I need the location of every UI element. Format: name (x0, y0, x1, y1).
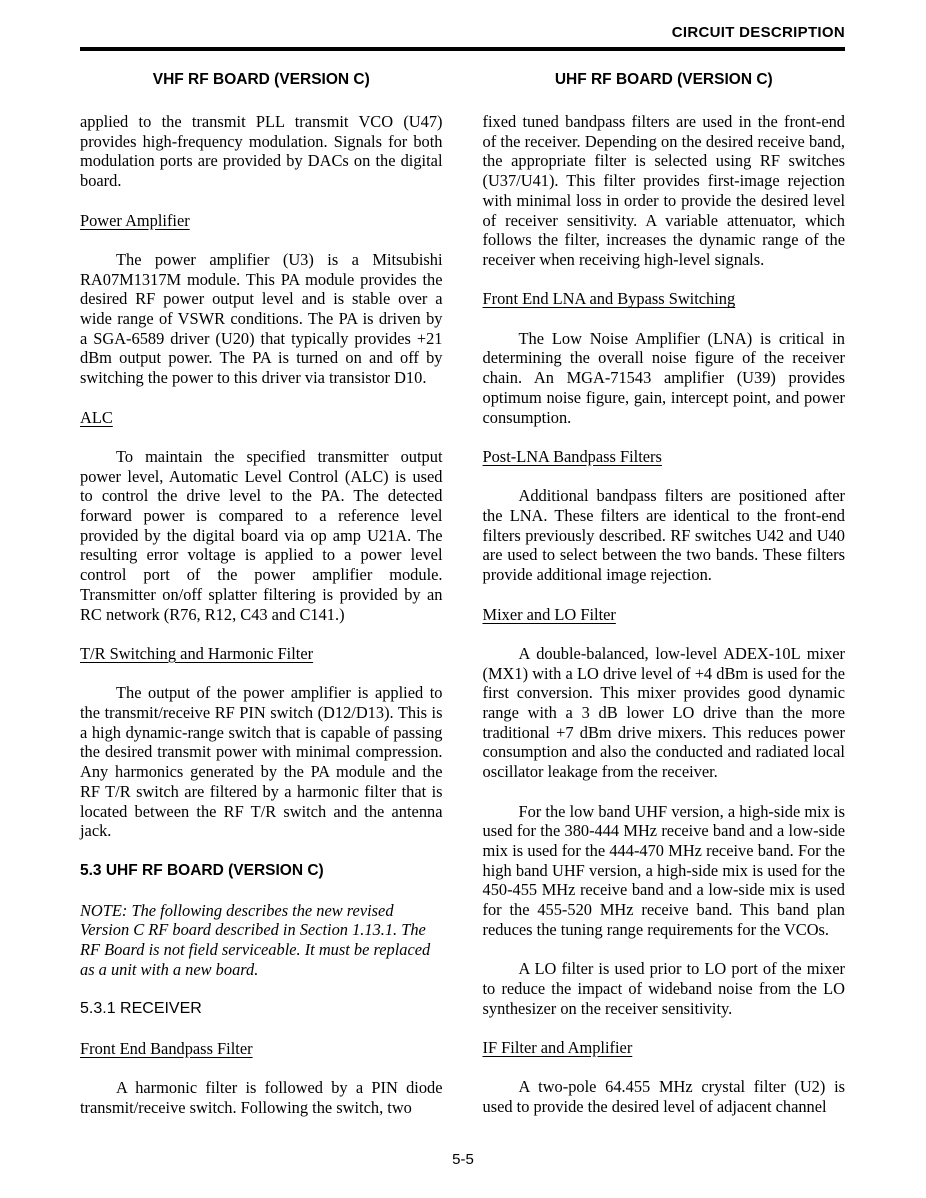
paragraph-intro-continued: applied to the transmit PLL transmit VCO (U47) provides high-frequency modulation. Signals for both modulation ports are provided by DACs on the digital board. (80, 112, 443, 191)
paragraph-front-end-lna: The Low Noise Amplifier (LNA) is critical in determining the overall noise figure of the receiver chain. An MGA-71543 amplifier (U39) provides optimum noise figure, gain, intercept point, and power consumption. (482, 328, 845, 427)
page-header (80, 24, 845, 51)
header-rule (80, 47, 845, 51)
page-number: 5-5 (452, 1151, 474, 1168)
paragraph-intro-continued: fixed tuned bandpass filters are used in the front-end of the receiver. Depending on the desired receive band, the appropriate filter is selected using RF switches (U37/U41). This filter provides first-image rejection with minimal loss in order to provide the desired level of receiver sensitivity. A variable attenuator, which follows the filter, increases the dynamic range of the receiver when receiving high-level signals. (482, 112, 845, 269)
subsection-heading-5-3-1: 5.3.1 RECEIVER (80, 1000, 202, 1018)
paragraph-power-amplifier: The power amplifier (U3) is a Mitsubishi RA07M1317M module. This PA module provides the desired RF power output level and is stable over a wide range of VSWR conditions. The PA is driven by a SGA-6589 driver (U20) that typically provides +21 dBm output power. The PA is turned on and off by switching the power to this driver via transistor D10. (80, 249, 443, 388)
paragraph-mixer-lo-1: A double-balanced, low-level ADEX-10L mixer (MX1) with a LO drive level of +4 dBm is used for the first conversion. This mixer provides good dynamic range with a 3 dB lower LO drive than the more traditional +7 dBm drive mixers. This reduces power consumption and also the conducted and radiated local oscillator leakage from the receiver. (482, 643, 845, 782)
heading-alc: ALC (80, 407, 113, 427)
section-heading-5-3: 5.3 UHF RF BOARD (VERSION C) (80, 861, 324, 879)
paragraph-if-filter-amplifier: A two-pole 64.455 MHz crystal filter (U2) is used to provide the desired level of adjacent channel (482, 1077, 845, 1116)
two-column-body (80, 71, 845, 1137)
heading-tr-switching: T/R Switching and Harmonic Filter (80, 643, 314, 663)
left-column (80, 71, 443, 1137)
paragraph-alc: To maintain the specified transmitter output power level, Automatic Level Control (ALC) is used to control the drive level to the PA. The detected forward power is compared to a reference level provided by the digital board via op amp U21A. The resulting error voltage is applied to a power level control port of the power amplifier module. Transmitter on/off splatter filtering is provided by an RC network (R76, R12, C43 and C141.) (80, 446, 443, 624)
left-column-title: VHF RF BOARD (VERSION C) (152, 71, 370, 88)
heading-mixer-lo-filter: Mixer and LO Filter (482, 604, 616, 624)
heading-front-end-lna: Front End LNA and Bypass Switching (482, 289, 736, 309)
paragraph-mixer-lo-3: A LO filter is used prior to LO port of the mixer to reduce the impact of wideband noise from the LO synthesizer on the receiver sensitivity. (482, 959, 845, 1018)
heading-post-lna: Post-LNA Bandpass Filters (482, 446, 662, 466)
paragraph-mixer-lo-2: For the low band UHF version, a high-side mix is used for the 380-444 MHz receive band and a low-side mix is used for the 444-470 MHz receive band. For the high band UHF version, a high-side mix is used for the 450-455 MHz receive band and a low-side mix is used for the 455-520 MHz receive band. This band plan reduces the tuning range requirements for the VCOs. (482, 801, 845, 939)
note-version-c: NOTE: The following describes the new revised Version C RF board described in Section 1.13.1. The RF Board is not field serviceable. It must be replaced as a unit with a new board. (80, 900, 431, 979)
heading-if-filter-amplifier: IF Filter and Amplifier (482, 1037, 633, 1057)
heading-power-amplifier: Power Amplifier (80, 210, 190, 230)
heading-front-end-bandpass-filter: Front End Bandpass Filter (80, 1038, 253, 1058)
right-column (483, 71, 846, 1137)
paragraph-post-lna: Additional bandpass filters are positioned after the LNA. These filters are identical to the front-end filters previously described. RF switches U42 and U40 are used to select between the two bands. These filters provide additional image rejection. (482, 486, 845, 585)
right-column-title: UHF RF BOARD (VERSION C) (554, 71, 773, 88)
paragraph-front-end-bandpass-filter: A harmonic filter is followed by a PIN diode transmit/receive switch. Following the switch, two (80, 1078, 443, 1117)
paragraph-tr-switching: The output of the power amplifier is applied to the transmit/receive RF PIN switch (D12/D13). This is a high dynamic-range switch that is capable of passing the desired transmit power with minimal compression. Any harmonics generated by the PA module and the RF T/R switch are filtered by a harmonic filter that is located between the RF T/R switch and the antenna jack. (80, 683, 443, 841)
header-title: CIRCUIT DESCRIPTION (671, 24, 845, 41)
